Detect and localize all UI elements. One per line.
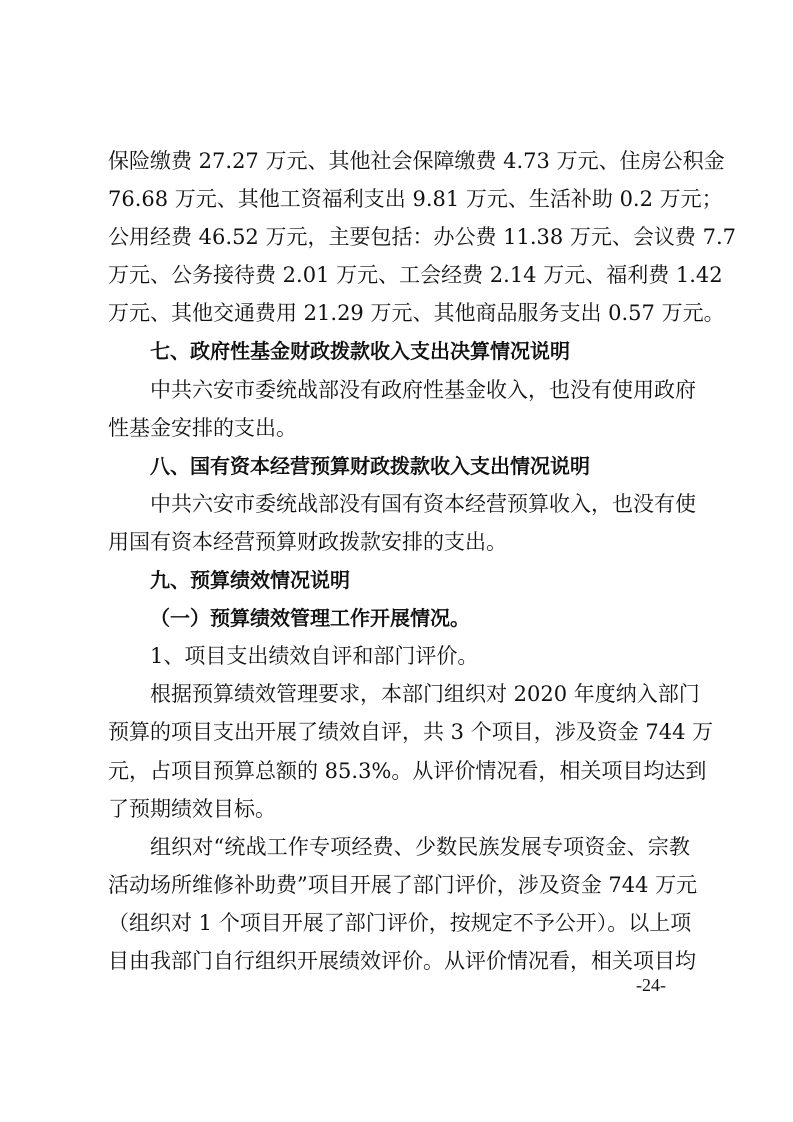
paragraph-line: 1、项目支出绩效自评和部门评价。 xyxy=(150,644,479,669)
paragraph-line: 保险缴费 27.27 万元、其他社会保障缴费 4.73 万元、住房公积金 xyxy=(108,149,725,173)
paragraph-line: 了预期绩效目标。 xyxy=(108,796,276,821)
section-heading: 七、政府性基金财政拨款收入支出决算情况说明 xyxy=(150,339,570,364)
paragraph-line: 中共六安市委统战部没有政府性基金收入，也没有使用政府 xyxy=(150,377,696,402)
paragraph-line: 组织对“统战工作专项经费、少数民族发展专项资金、宗教 xyxy=(150,834,690,859)
paragraph-line: 根据预算绩效管理要求，本部门组织对 2020 年度纳入部门 xyxy=(150,682,700,707)
paragraph-line: 中共六安市委统战部没有国有资本经营预算收入，也没有使 xyxy=(150,491,696,516)
section-heading: 九、预算绩效情况说明 xyxy=(150,568,350,593)
paragraph-line: 万元、其他交通费用 21.29 万元、其他商品服务支出 0.57 万元。 xyxy=(108,301,725,326)
section-heading: 八、国有资本经营预算财政拨款收入支出情况说明 xyxy=(150,453,590,478)
paragraph-line: 公用经费 46.52 万元，主要包括：办公费 11.38 万元、会议费 7.7 xyxy=(108,225,737,250)
paragraph-line: 性基金安排的支出。 xyxy=(108,415,297,440)
paragraph-line: 元，占项目预算总额的 85.3%。从评价情况看，相关项目均达到 xyxy=(108,758,707,783)
paragraph-line: 目由我部门自行组织开展绩效评价。从评价情况看，相关项目均 xyxy=(108,948,696,973)
paragraph-line: 活动场所维修补助费”项目开展了部门评价，涉及资金 744 万元 xyxy=(108,872,698,897)
paragraph-line: （组织对 1 个项目开展了部门评价，按规定不予公开）。以上项 xyxy=(108,910,692,935)
paragraph-line: 76.68 万元、其他工资福利支出 9.81 万元、生活补助 0.2 万元； xyxy=(108,187,723,212)
page-number: -24- xyxy=(636,975,666,995)
paragraph-line: 预算的项目支出开展了绩效自评，共 3 个项目，涉及资金 744 万 xyxy=(108,720,714,745)
subsection-heading: （一）预算绩效管理工作开展情况。 xyxy=(150,606,470,631)
paragraph-line: 万元、公务接待费 2.01 万元、工会经费 2.14 万元、福利费 1.42 xyxy=(108,263,723,288)
paragraph-line: 用国有资本经营预算财政拨款安排的支出。 xyxy=(108,529,507,554)
body-text xyxy=(108,142,737,980)
